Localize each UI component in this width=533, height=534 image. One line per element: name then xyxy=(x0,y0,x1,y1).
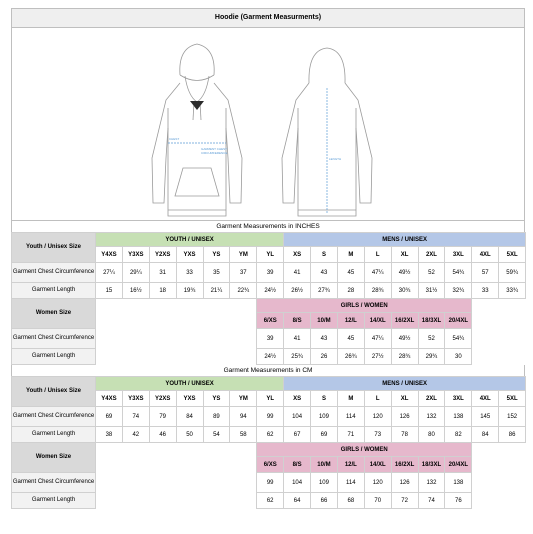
girls-length-value: 30 xyxy=(445,349,472,365)
girls-chest-value: 132 xyxy=(418,473,445,493)
youth-chest-value: 29¼ xyxy=(122,263,149,283)
girls-length-value: 72 xyxy=(391,493,418,509)
youth-chest-value: 39 xyxy=(257,263,284,283)
youth-size-header: Youth / Unisex Size xyxy=(12,233,96,263)
youth-length-value: 18 xyxy=(149,283,176,299)
girls-length-value: 26 xyxy=(311,349,338,365)
youth-size-label: YL xyxy=(257,391,284,407)
girls-chest-value: 120 xyxy=(364,473,391,493)
girls-length-value: 28¾ xyxy=(391,349,418,365)
mens-chest-value: 43 xyxy=(311,263,338,283)
youth-size-label: Y4XS xyxy=(96,247,123,263)
mens-chest-value: 138 xyxy=(445,407,472,427)
youth-chest-value: 99 xyxy=(257,407,284,427)
chart-title: Hoodie (Garment Measurments) xyxy=(11,8,525,28)
girls-size-label: 20/4XL xyxy=(445,457,472,473)
mens-size-label: 2XL xyxy=(418,391,445,407)
blank-area xyxy=(96,443,257,509)
girls-chest-value: 39 xyxy=(257,329,284,349)
youth-length-value: 46 xyxy=(149,427,176,443)
girls-size-label: 6/XS xyxy=(257,313,284,329)
girls-chest-value: 54¾ xyxy=(445,329,472,349)
mens-size-label: S xyxy=(311,391,338,407)
youth-chest-value: 69 xyxy=(96,407,123,427)
mens-chest-value: 49½ xyxy=(391,263,418,283)
youth-chest-value: 84 xyxy=(176,407,203,427)
girls-chest-value: 43 xyxy=(311,329,338,349)
mens-chest-value: 57 xyxy=(472,263,499,283)
youth-size-label: YXS xyxy=(176,391,203,407)
mens-length-value: 69 xyxy=(311,427,338,443)
girls-chest-value: 104 xyxy=(284,473,311,493)
mens-size-label: M xyxy=(337,247,364,263)
girls-length-value: 74 xyxy=(418,493,445,509)
mens-chest-value: 54¾ xyxy=(445,263,472,283)
girls-size-label: 18/3XL xyxy=(418,457,445,473)
mens-length-value: 27¾ xyxy=(311,283,338,299)
youth-group-header: YOUTH / UNISEX xyxy=(96,233,284,247)
mens-length-value: 80 xyxy=(418,427,445,443)
mens-length-value: 73 xyxy=(364,427,391,443)
youth-size-label: Y2XS xyxy=(149,247,176,263)
mens-size-label: XL xyxy=(391,391,418,407)
chest-row-label: Garment Chest Circumference xyxy=(12,407,96,427)
mens-size-label: S xyxy=(311,247,338,263)
women-size-header: Women Size xyxy=(12,443,96,473)
mens-length-value: 67 xyxy=(284,427,311,443)
mens-length-value: 84 xyxy=(472,427,499,443)
girls-size-label: 14/XL xyxy=(364,313,391,329)
girls-chest-value: 99 xyxy=(257,473,284,493)
mens-size-label: 3XL xyxy=(445,247,472,263)
mens-size-label: 4XL xyxy=(472,391,499,407)
mens-length-value: 26½ xyxy=(284,283,311,299)
mens-length-value: 78 xyxy=(391,427,418,443)
girls-chest-value: 126 xyxy=(391,473,418,493)
youth-length-value: 54 xyxy=(203,427,230,443)
mens-length-value: 71 xyxy=(337,427,364,443)
blank-area xyxy=(96,299,257,365)
mens-size-label: XS xyxy=(284,391,311,407)
girls-size-label: 14/XL xyxy=(364,457,391,473)
mens-size-label: XL xyxy=(391,247,418,263)
girls-size-label: 16/2XL xyxy=(391,313,418,329)
chest-row-label: Garment Chest Circumference xyxy=(12,263,96,283)
hoodie-diagram xyxy=(11,28,525,221)
girls-chest-value: 109 xyxy=(311,473,338,493)
youth-size-label: Y3XS xyxy=(122,247,149,263)
mens-length-value: 86 xyxy=(499,427,526,443)
girls-chest-value: 47¼ xyxy=(364,329,391,349)
girls-chest-value: 138 xyxy=(445,473,472,493)
girls-length-value: 29¾ xyxy=(418,349,445,365)
measurement-table xyxy=(11,232,526,365)
mens-size-label: 5XL xyxy=(499,247,526,263)
girls-length-value: 66 xyxy=(311,493,338,509)
girls-chest-value: 41 xyxy=(284,329,311,349)
youth-chest-value: 35 xyxy=(203,263,230,283)
section-title: Garment Measurements in INCHES xyxy=(11,221,525,232)
mens-chest-value: 52 xyxy=(418,263,445,283)
mens-size-label: L xyxy=(364,247,391,263)
youth-length-value: 62 xyxy=(257,427,284,443)
mens-length-value: 28 xyxy=(337,283,364,299)
mens-size-label: 2XL xyxy=(418,247,445,263)
youth-size-label: YL xyxy=(257,247,284,263)
mens-group-header: MENS / UNISEX xyxy=(284,377,526,391)
girls-size-label: 10/M xyxy=(311,313,338,329)
youth-length-value: 42 xyxy=(122,427,149,443)
girls-length-value: 64 xyxy=(284,493,311,509)
youth-size-label: YM xyxy=(230,247,257,263)
chest-measure-sublabel: CIRCUMFERENCE xyxy=(201,151,228,155)
mens-length-value: 31½ xyxy=(418,283,445,299)
youth-size-label: Y3XS xyxy=(122,391,149,407)
girls-size-label: 8/S xyxy=(284,457,311,473)
hoodie-illustration xyxy=(12,28,524,220)
mens-length-value: 32¾ xyxy=(445,283,472,299)
measurement-table xyxy=(11,376,526,509)
youth-chest-value: 33 xyxy=(176,263,203,283)
youth-chest-value: 89 xyxy=(203,407,230,427)
girls-chest-value: 49½ xyxy=(391,329,418,349)
chest-row-label: Garment Chest Circumference xyxy=(12,329,96,349)
youth-size-header: Youth / Unisex Size xyxy=(12,377,96,407)
youth-length-value: 22¾ xyxy=(230,283,257,299)
youth-length-value: 24½ xyxy=(257,283,284,299)
girls-length-value: 27½ xyxy=(364,349,391,365)
youth-chest-value: 27¼ xyxy=(96,263,123,283)
women-size-header: Women Size xyxy=(12,299,96,329)
girls-size-label: 8/S xyxy=(284,313,311,329)
chest-row-label: Garment Chest Circumference xyxy=(12,473,96,493)
length-row-label: Garment Length xyxy=(12,349,96,365)
length-measure-label: LENGTH xyxy=(329,157,342,161)
mens-chest-value: 47¼ xyxy=(364,263,391,283)
mens-group-header: MENS / UNISEX xyxy=(284,233,526,247)
girls-size-label: 12/L xyxy=(337,457,364,473)
length-row-label: Garment Length xyxy=(12,283,96,299)
girls-size-label: 6/XS xyxy=(257,457,284,473)
girls-length-value: 70 xyxy=(364,493,391,509)
youth-length-value: 15 xyxy=(96,283,123,299)
chest-mark-label: CHEST xyxy=(169,137,180,141)
youth-length-value: 21¼ xyxy=(203,283,230,299)
mens-chest-value: 41 xyxy=(284,263,311,283)
youth-chest-value: 31 xyxy=(149,263,176,283)
girls-group-header: GIRLS / WOMEN xyxy=(257,443,472,457)
youth-length-value: 58 xyxy=(230,427,257,443)
mens-size-label: L xyxy=(364,391,391,407)
girls-length-value: 62 xyxy=(257,493,284,509)
girls-length-value: 26¾ xyxy=(337,349,364,365)
youth-group-header: YOUTH / UNISEX xyxy=(96,377,284,391)
girls-size-label: 20/4XL xyxy=(445,313,472,329)
youth-size-label: YS xyxy=(203,247,230,263)
girls-size-label: 12/L xyxy=(337,313,364,329)
mens-size-label: 4XL xyxy=(472,247,499,263)
mens-chest-value: 114 xyxy=(337,407,364,427)
youth-chest-value: 37 xyxy=(230,263,257,283)
youth-size-label: YXS xyxy=(176,247,203,263)
youth-size-label: YS xyxy=(203,391,230,407)
youth-chest-value: 74 xyxy=(122,407,149,427)
youth-size-label: Y4XS xyxy=(96,391,123,407)
mens-chest-value: 104 xyxy=(284,407,311,427)
mens-chest-value: 145 xyxy=(472,407,499,427)
hoodie-front-drawing xyxy=(152,44,242,216)
chest-measure-label: GARMENT CHEST xyxy=(201,147,227,151)
mens-chest-value: 126 xyxy=(391,407,418,427)
girls-group-header: GIRLS / WOMEN xyxy=(257,299,472,313)
mens-chest-value: 152 xyxy=(499,407,526,427)
section-title: Garment Measurements in CM xyxy=(11,365,525,376)
youth-length-value: 16½ xyxy=(122,283,149,299)
girls-size-label: 10/M xyxy=(311,457,338,473)
mens-length-value: 28¾ xyxy=(364,283,391,299)
mens-size-label: 3XL xyxy=(445,391,472,407)
mens-chest-value: 45 xyxy=(337,263,364,283)
brand-logo-icon xyxy=(190,101,204,110)
mens-chest-value: 132 xyxy=(418,407,445,427)
youth-chest-value: 94 xyxy=(230,407,257,427)
girls-length-value: 76 xyxy=(445,493,472,509)
youth-size-label: YM xyxy=(230,391,257,407)
mens-size-label: XS xyxy=(284,247,311,263)
mens-chest-value: 120 xyxy=(364,407,391,427)
youth-length-value: 38 xyxy=(96,427,123,443)
blank-area xyxy=(472,443,526,509)
blank-area xyxy=(472,299,526,365)
girls-length-value: 24½ xyxy=(257,349,284,365)
measurement-sections xyxy=(11,221,525,509)
girls-size-label: 18/3XL xyxy=(418,313,445,329)
girls-chest-value: 114 xyxy=(337,473,364,493)
mens-chest-value: 59¾ xyxy=(499,263,526,283)
mens-length-value: 33¾ xyxy=(499,283,526,299)
girls-chest-value: 45 xyxy=(337,329,364,349)
length-row-label: Garment Length xyxy=(12,427,96,443)
girls-size-label: 16/2XL xyxy=(391,457,418,473)
youth-size-label: Y2XS xyxy=(149,391,176,407)
youth-length-value: 19¾ xyxy=(176,283,203,299)
size-chart-sheet xyxy=(11,8,525,509)
mens-length-value: 30¾ xyxy=(391,283,418,299)
girls-chest-value: 52 xyxy=(418,329,445,349)
mens-chest-value: 109 xyxy=(311,407,338,427)
girls-length-value: 68 xyxy=(337,493,364,509)
mens-size-label: M xyxy=(337,391,364,407)
youth-length-value: 50 xyxy=(176,427,203,443)
length-row-label: Garment Length xyxy=(12,493,96,509)
mens-length-value: 33 xyxy=(472,283,499,299)
girls-length-value: 25¾ xyxy=(284,349,311,365)
mens-length-value: 82 xyxy=(445,427,472,443)
youth-chest-value: 79 xyxy=(149,407,176,427)
mens-size-label: 5XL xyxy=(499,391,526,407)
